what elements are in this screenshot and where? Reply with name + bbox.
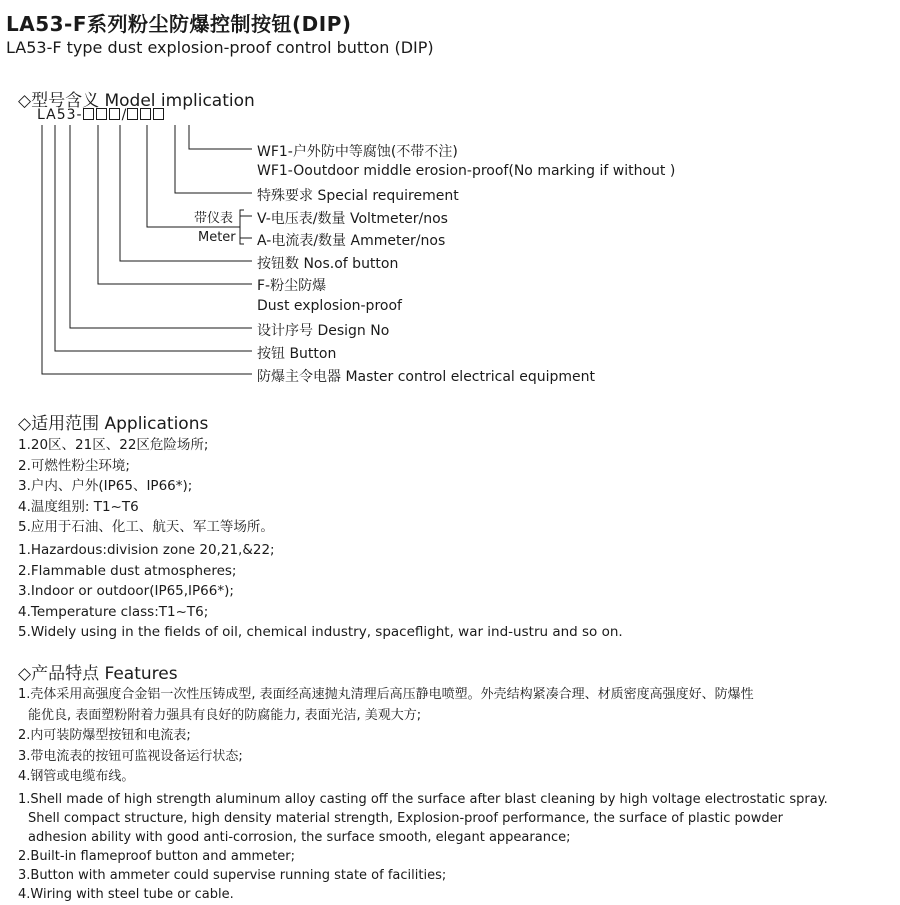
model-label: 设计序号 Design No (257, 323, 390, 339)
model-label: V-电压表/数量 Voltmeter/nos (257, 211, 448, 227)
list-item: 2.Built-in flameproof button and ammeter; (18, 849, 296, 864)
meter-label-cn: 带仪表 (194, 211, 234, 226)
list-item: 2.内可装防爆型按钮和电流表; (18, 728, 191, 743)
list-item: 1.Shell made of high strength aluminum alloy casting off the surface after blast cleaning by high voltage electrostatic spray. (18, 792, 828, 807)
model-label: 按钮 Button (257, 346, 337, 362)
list-item: 3.Button with ammeter could supervise running state of facilities; (18, 868, 447, 883)
list-item: 4.Temperature class:T1~T6; (18, 603, 209, 620)
model-label: Dust explosion-proof (257, 298, 402, 314)
list-item: 4.钢管或电缆布线。 (18, 769, 135, 784)
list-item: 2.Flammable dust atmospheres; (18, 562, 237, 579)
list-item: 2.可燃性粉尘环境; (18, 457, 130, 474)
applications-heading: ◇适用范围 Applications (18, 414, 209, 434)
list-item: Shell compact structure, high density material strength, Explosion-proof performance, the surface of plastic powder (28, 811, 783, 826)
tree-line (240, 210, 244, 244)
model-label: 防爆主令电器 Master control electrical equipment (257, 369, 596, 385)
features-list-cn (18, 685, 754, 788)
tree-line (189, 125, 252, 149)
applications-list-cn (18, 435, 274, 538)
list-item: adhesion ability with good anti-corrosion, the surface smooth, elegant appearance; (28, 830, 571, 845)
list-item: 5.应用于石油、化工、航天、军工等场所。 (18, 519, 274, 535)
model-label: 特殊要求 Special requirement (257, 188, 459, 204)
model-label: WF1-户外防中等腐蚀(不带不注) (257, 144, 458, 160)
features-list-en (18, 790, 828, 904)
model-label: A-电流表/数量 Ammeter/nos (257, 233, 446, 249)
list-item: 1.壳体采用高强度合金铝一次性压铸成型, 表面经高速抛丸清理后高压静电喷塑。外壳结构紧凑合理、材质密度高强度好、防爆性 (18, 687, 754, 702)
model-heading: ◇型号含义 Model implication (18, 91, 255, 111)
applications-list-en (18, 540, 623, 643)
meter-label-en: Meter (198, 230, 236, 245)
list-item: 4.Wiring with steel tube or cable. (18, 887, 234, 902)
list-item: 1.20区、21区、22区危险场所; (18, 437, 209, 453)
list-item: 5.Widely using in the fields of oil, chemical industry, spaceflight, war ind-ustru and so on. (18, 624, 623, 640)
list-item: 1.Hazardous:division zone 20,21,&22; (18, 542, 275, 558)
page-title: LA53-F系列粉尘防爆控制按钮(DIP) (6, 12, 352, 36)
model-label: WF1-Ooutdoor middle erosion-proof(No marking if without ) (257, 163, 676, 179)
page-subtitle: LA53-F type dust explosion-proof control button (DIP) (6, 38, 434, 57)
model-code-slash: / (121, 107, 128, 123)
list-item: 3.户内、户外(IP65、IP66*); (18, 478, 193, 494)
list-item: 4.温度组别: T1~T6 (18, 498, 139, 515)
list-item: 能优良, 表面塑粉附着力强具有良好的防腐能力, 表面光洁, 美观大方; (28, 707, 422, 723)
features-heading: ◇产品特点 Features (18, 664, 178, 684)
model-label: 按钮数 Nos.of button (257, 256, 399, 272)
model-label: F-粉尘防爆 (257, 278, 327, 294)
list-item: 3.Indoor or outdoor(IP65,IP66*); (18, 583, 234, 599)
tree-line (175, 125, 252, 193)
model-code-prefix: LA53- (37, 107, 83, 123)
list-item: 3.带电流表的按钮可监视设备运行状态; (18, 748, 243, 764)
